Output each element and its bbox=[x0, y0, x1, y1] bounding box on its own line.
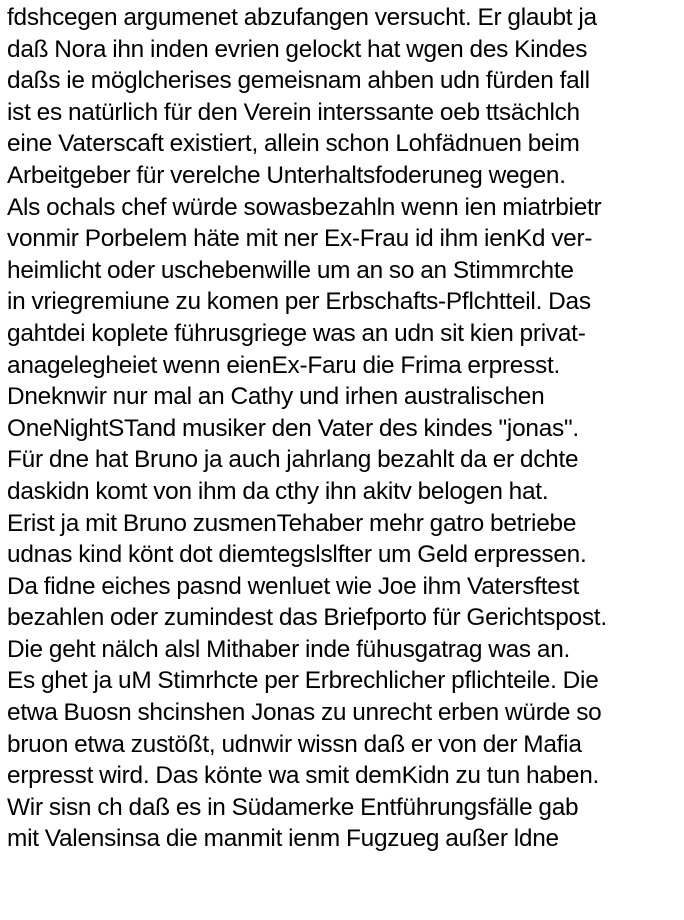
text-line: eine Vaterscaft existiert, allein schon Lohfädnuen beim bbox=[7, 130, 580, 158]
text-line: Es ghet ja uM Stimrhcte per Erbrechlicher pflichteile. Die bbox=[7, 667, 599, 695]
text-line: etwa Buosn shcinshen Jonas zu unrecht erben würde so bbox=[7, 699, 602, 727]
text-line: daßs ie möglcherises gemeisnam ahben udn fürden fall bbox=[7, 67, 590, 95]
text-line: anagelegheiet wenn eienEx-Faru die Frima erpresst. bbox=[7, 351, 561, 379]
text-line: mit Valensinsa die manmit ienm Fugzueg außer ldne bbox=[7, 825, 559, 853]
text-line: gahtdei koplete führusgriege was an udn sit kien privat- bbox=[7, 319, 586, 347]
text-line: Arbeitgeber für verelche Unterhaltsfoderuneg wegen. bbox=[7, 161, 566, 189]
text-line: Dneknwir nur mal an Cathy und irhen australischen bbox=[7, 383, 545, 411]
text-line: Wir sisn ch daß es in Südamerke Entführungsfälle gab bbox=[7, 793, 579, 821]
text-line: Für dne hat Bruno ja auch jahrlang bezahlt da er dchte bbox=[7, 446, 579, 474]
text-line: Als ochals chef würde sowasbezahln wenn ien miatrbietr bbox=[7, 193, 602, 221]
text-line: fdshcegen argumenet abzufangen versucht. Er glaubt ja bbox=[7, 4, 597, 31]
text-line: daskidn komt von ihm da cthy ihn akitv belogen hat. bbox=[7, 477, 549, 505]
text-line: erpresst wird. Das könte wa smit demKidn zu tun haben. bbox=[7, 762, 600, 790]
text-line: heimlicht oder uschebenwille um an so an Stimmrchte bbox=[7, 256, 574, 284]
text-line: ist es natürlich für den Verein interssante oeb ttsächlch bbox=[7, 98, 580, 126]
text-line: Erist ja mit Bruno zusmenTehaber mehr gatro betriebe bbox=[7, 509, 577, 537]
text-line: in vriegremiune zu komen per Erbschafts-Pflchtteil. Das bbox=[7, 288, 591, 316]
text-line: daß Nora ihn inden evrien gelockt hat wgen des Kindes bbox=[7, 35, 588, 63]
text-line: vonmir Porbelem häte mit ner Ex-Frau id ihm ienKd ver- bbox=[7, 225, 593, 253]
text-line: Da fidne eiches pasnd wenluet wie Joe ihm Vatersftest bbox=[7, 572, 580, 600]
text-line: udnas kind könt dot diemtegslslfter um Geld erpressen. bbox=[7, 541, 587, 569]
text-line: bruon etwa zustößt, udnwir wissn daß er von der Mafia bbox=[7, 730, 582, 758]
text-line: OneNightSTand musiker den Vater des kindes "jonas". bbox=[7, 414, 579, 442]
text-line: bezahlen oder zumindest das Briefporto für Gerichtspost. bbox=[7, 604, 607, 632]
text-line: Die geht nälch alsl Mithaber inde fühusgatrag was an. bbox=[7, 635, 571, 663]
